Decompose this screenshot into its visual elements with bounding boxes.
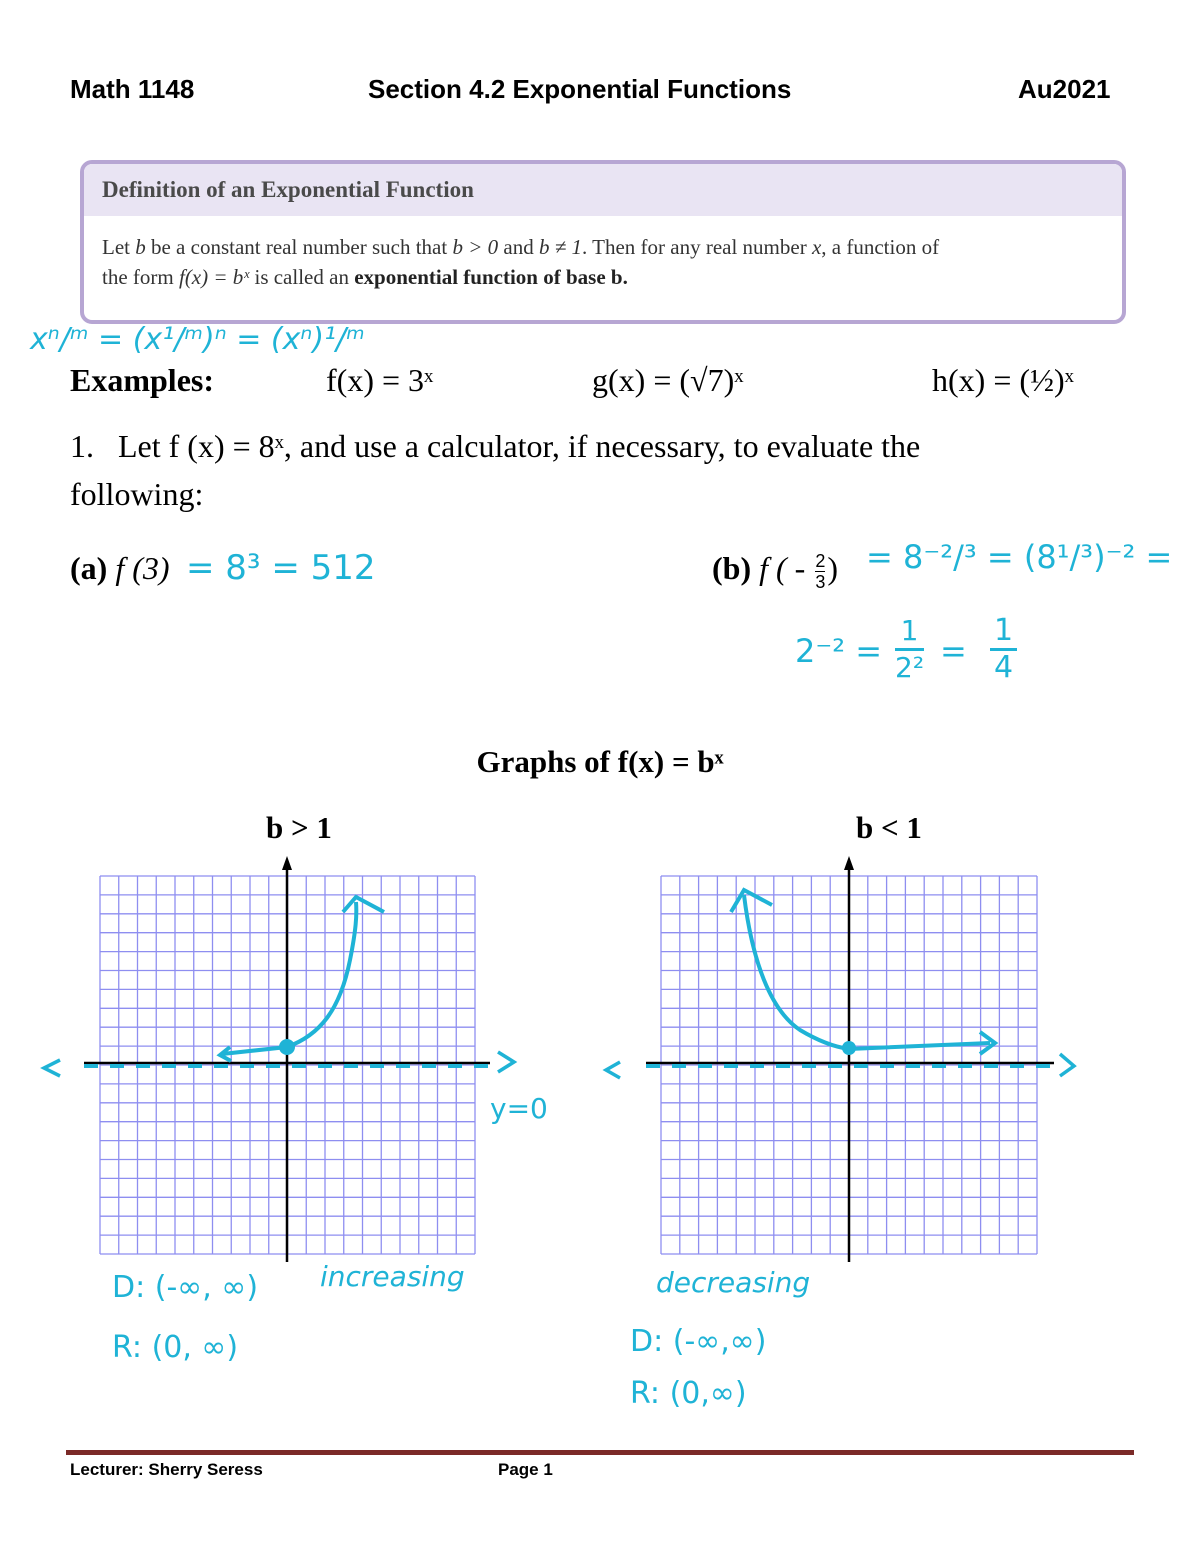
part-b-label: (b) xyxy=(712,550,752,586)
left-asymptote-arrow-right xyxy=(498,1052,514,1072)
right-graph-label: b < 1 xyxy=(856,810,922,845)
handwritten-right-behavior: decreasing xyxy=(656,1266,811,1299)
handwritten-left-behavior: increasing xyxy=(320,1260,465,1293)
definition-title: Definition of an Exponential Function xyxy=(84,164,1122,216)
handwritten-fraction2-den: 4 xyxy=(990,648,1017,685)
left-y-axis-arrow xyxy=(282,856,292,870)
handwritten-part-b-work: = 8⁻²/³ = (8¹/³)⁻² = xyxy=(866,538,1173,576)
right-curve xyxy=(744,895,990,1049)
def-var-x: x xyxy=(811,235,822,259)
part-b-close: ) xyxy=(827,550,838,586)
handwritten-part-a-work: = 8³ = 512 xyxy=(186,548,376,588)
footer-lecturer: Lecturer: Sherry Seress xyxy=(70,1460,263,1479)
left-curve xyxy=(222,902,356,1054)
problem-1-line2: following: xyxy=(70,476,204,512)
def-var-b: b xyxy=(135,235,146,259)
handwritten-fraction1-den: 2² xyxy=(895,648,924,685)
handwritten-left-domain: D: (-∞, ∞) xyxy=(112,1270,259,1305)
def-text: is called an xyxy=(249,265,355,289)
problem-1-line1: 1. Let f (x) = 8ˣ, and use a calculator, if necessary, to evaluate the xyxy=(70,428,921,464)
left-curve-arrow-high xyxy=(343,897,384,912)
example-f: f(x) = 3ˣ xyxy=(326,362,434,398)
left-asymptote-arrow-left xyxy=(44,1060,60,1076)
example-g: g(x) = (√7)ˣ xyxy=(592,362,744,398)
example-h: h(x) = (½)ˣ xyxy=(932,362,1074,398)
part-b-expr: f ( - xyxy=(751,550,806,586)
def-text: , a function of xyxy=(821,235,940,259)
part-a-expr: f (3) xyxy=(107,550,170,586)
term-label: Au2021 xyxy=(1018,74,1111,104)
right-asymptote-arrow-left xyxy=(606,1062,620,1078)
part-b-numerator: 2 xyxy=(815,551,826,572)
def-cond-positive: b > 0 xyxy=(452,235,499,259)
course-title: Math 1148 xyxy=(70,74,195,104)
graphs-title: Graphs of f(x) = bˣ xyxy=(476,744,724,779)
left-graph-label: b > 1 xyxy=(266,810,332,845)
right-asymptote-arrow-right xyxy=(1060,1054,1074,1076)
handwritten-asymptote-label: y=0 xyxy=(490,1092,548,1125)
right-curve-arrow-high xyxy=(731,890,772,912)
def-form: f(x) = bˣ xyxy=(178,265,250,289)
handwritten-part-b-power: 2⁻² = xyxy=(795,632,883,670)
def-cond-not-one: b ≠ 1 xyxy=(538,235,582,259)
right-y-axis-arrow xyxy=(844,856,854,870)
def-text: Let xyxy=(102,235,136,259)
def-text: the form xyxy=(102,265,179,289)
handwritten-right-range: R: (0,∞) xyxy=(630,1376,747,1411)
part-a-label: (a) xyxy=(70,550,108,586)
handwritten-rational-exponent: xⁿ/ᵐ = (x¹/ᵐ)ⁿ = (xⁿ)¹/ᵐ xyxy=(30,322,365,357)
def-text: be a constant real number such that xyxy=(145,235,453,259)
left-y-intercept-point xyxy=(279,1039,295,1055)
def-text: . Then for any real number xyxy=(582,235,812,259)
def-text: and xyxy=(498,235,539,259)
section-title: Section 4.2 Exponential Functions xyxy=(368,74,792,104)
right-y-intercept-point xyxy=(842,1041,856,1055)
def-bold-term: exponential function of base b. xyxy=(354,265,628,289)
handwritten-part-b-equals: = xyxy=(940,632,967,670)
examples-label: Examples: xyxy=(70,362,214,398)
handwritten-fraction2-num: 1 xyxy=(994,613,1014,648)
handwritten-right-domain: D: (-∞,∞) xyxy=(630,1324,767,1359)
handwritten-fraction1-num: 1 xyxy=(900,614,919,647)
handwritten-left-range: R: (0, ∞) xyxy=(112,1330,239,1365)
footer-rule xyxy=(66,1450,1134,1455)
part-b-denominator: 3 xyxy=(815,572,826,593)
footer-page: Page 1 xyxy=(498,1460,553,1479)
